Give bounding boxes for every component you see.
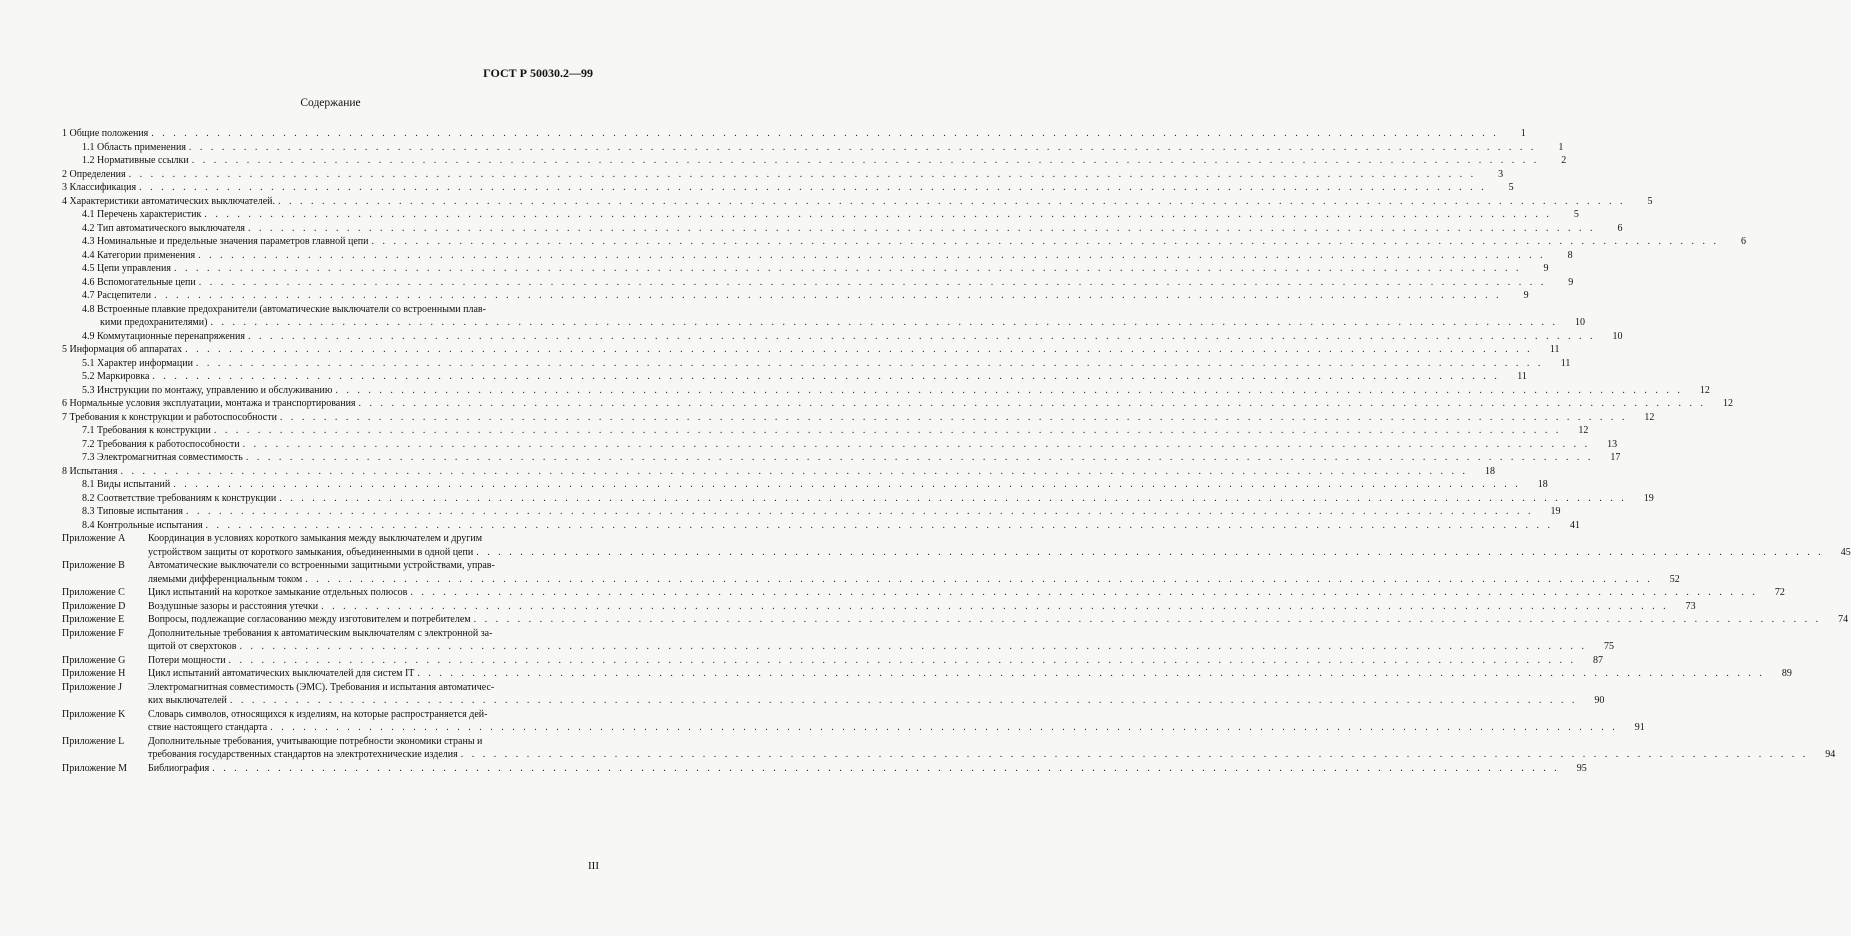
- toc-leader: [214, 424, 1562, 438]
- toc-entry-label: 6 Нормальные условия эксплуатации, монтажа и транспортирования: [62, 398, 356, 409]
- annex-entry[interactable]: [62, 708, 1645, 735]
- annex-id: Приложение J: [62, 681, 123, 693]
- toc-leader: [189, 141, 1537, 155]
- toc-entry[interactable]: [62, 289, 1529, 303]
- toc-entry[interactable]: [62, 127, 1526, 141]
- toc-leader: [278, 195, 1626, 209]
- annex-page: 45: [1840, 546, 1851, 558]
- toc-leader: [248, 222, 1596, 236]
- toc-entry[interactable]: [62, 343, 1560, 357]
- annex-page: 90: [1594, 695, 1605, 706]
- toc-entry-page: 1: [1558, 141, 1564, 153]
- toc-entry-page: 19: [1643, 492, 1654, 504]
- annex-title: [148, 600, 1696, 614]
- toc-entry-label: [82, 303, 1585, 330]
- annex-entry[interactable]: [62, 586, 1785, 600]
- toc-entry-label: 4.6 Вспомогательные цепи: [82, 276, 196, 288]
- toc-entry[interactable]: [62, 222, 1623, 236]
- toc-entry[interactable]: [62, 397, 1734, 411]
- toc-leader: [305, 573, 1653, 587]
- toc-entry-page: 3: [1498, 168, 1504, 180]
- annex-title-text: ких выключателей: [148, 695, 227, 706]
- toc-entry-page: 12: [1644, 411, 1655, 423]
- toc-leader: [199, 276, 1547, 290]
- toc-entry-line-text: кими предохранителями): [100, 317, 208, 328]
- annex-title-text: Цикл испытаний автоматических выключателей для систем IT: [148, 668, 415, 679]
- annex-id: Приложение C: [62, 587, 125, 598]
- toc-leader: [243, 438, 1591, 452]
- toc-leader: [359, 397, 1707, 411]
- toc-entry[interactable]: [62, 424, 1589, 438]
- toc-entry-label: 4.4 Категории применения: [82, 249, 196, 261]
- toc-leader: [151, 127, 1499, 141]
- annex-title-line: [148, 559, 1680, 573]
- toc-entry-label: 4.5 Цепи управления: [82, 263, 171, 274]
- toc-leader: [196, 357, 1544, 371]
- toc-entry-label: 2 Определения: [62, 168, 126, 180]
- annex-title: [148, 681, 1604, 708]
- annex-id: Приложение M: [62, 762, 128, 774]
- toc-entry[interactable]: [62, 208, 1579, 222]
- annex-page: 72: [1774, 587, 1785, 598]
- annex-title-line: [148, 532, 1851, 546]
- toc-entry-page: 18: [1484, 465, 1495, 477]
- annex-page: 73: [1685, 600, 1696, 612]
- toc-entry-label: 5.1 Характер информации: [82, 357, 193, 369]
- annex-id: Приложение H: [62, 668, 126, 679]
- toc-leader: [186, 505, 1534, 519]
- annex-title-text: щитой от сверхтоков: [148, 641, 237, 652]
- annex-id: Приложение E: [62, 614, 125, 625]
- toc-entry[interactable]: [62, 168, 1504, 182]
- toc-entry-page: 5: [1508, 182, 1514, 193]
- annex-title-text: устройством защиты от короткого замыкания, объединенными в одной цепи: [148, 546, 474, 558]
- toc-leader: [206, 519, 1554, 533]
- toc-leader: [129, 168, 1477, 182]
- toc-entry-page: 17: [1610, 452, 1621, 463]
- toc-entry-page: 11: [1549, 344, 1560, 355]
- page-number: III: [588, 860, 599, 872]
- toc-entry-page: 11: [1517, 371, 1527, 382]
- toc-leader: [192, 154, 1540, 168]
- toc-entry-label: 7.2 Требования к работоспособности: [82, 438, 240, 450]
- annex-title-line: [148, 573, 1680, 587]
- annex-title: [148, 613, 1848, 627]
- annex-title: [148, 532, 1851, 559]
- annex-title: [148, 667, 1792, 681]
- toc-entry-page: 18: [1537, 479, 1548, 490]
- annex-id: Приложение F: [62, 627, 124, 639]
- toc-entry[interactable]: [62, 451, 1621, 465]
- toc-entry-label: 5.2 Маркировка: [82, 371, 150, 382]
- annex-entry[interactable]: [62, 532, 1851, 559]
- annex-title-line: [148, 708, 1645, 722]
- toc-entry-label: 4.7 Расцепители: [82, 290, 152, 301]
- toc-entry[interactable]: [62, 276, 1574, 290]
- annex-page: 94: [1825, 749, 1836, 760]
- annex-title-line: [148, 721, 1645, 735]
- toc-leader: [321, 600, 1669, 614]
- annex-title-text: Вопросы, подлежащие согласованию между изготовителем и потребителем: [148, 614, 471, 625]
- annex-title-line: [148, 694, 1604, 708]
- annex-id: Приложение A: [62, 533, 126, 544]
- toc-entry[interactable]: [62, 370, 1527, 384]
- annex-page: 74: [1838, 614, 1849, 625]
- toc-leader: [198, 249, 1546, 263]
- toc-entry-label: 7 Требования к конструкции и работоспособности: [62, 411, 277, 423]
- toc-entry-label: 1 Общие положения: [62, 128, 149, 139]
- toc-entry-label: 5.3 Инструкции по монтажу, управлению и обслуживанию: [82, 384, 333, 396]
- toc-leader: [120, 465, 1468, 479]
- toc-entry-page: 12: [1578, 425, 1589, 436]
- standard-header: ГОСТ Р 50030.2—99: [483, 66, 593, 80]
- annex-title-line: [148, 654, 1603, 668]
- toc-entry-label: 4.3 Номинальные и предельные значения параметров главной цепи: [82, 236, 369, 247]
- toc-entry-page: 12: [1699, 384, 1710, 396]
- toc-leader: [476, 546, 1824, 560]
- toc-entry-label: 7.3 Электромагнитная совместимость: [82, 452, 243, 463]
- toc-entry-page: 9: [1523, 290, 1529, 301]
- toc-leader: [139, 181, 1487, 195]
- annex-title: [148, 708, 1645, 735]
- annex-title-line: [148, 600, 1696, 614]
- annex-page: 91: [1634, 722, 1645, 733]
- toc-entry-label: 4 Характеристики автоматических выключателей.: [62, 195, 276, 207]
- annex-entry[interactable]: [62, 600, 1696, 614]
- toc-leader: [461, 748, 1809, 762]
- annex-title-line: [148, 627, 1614, 641]
- annex-title-line: [148, 762, 1587, 776]
- toc-leader: [246, 451, 1594, 465]
- toc-entry[interactable]: [62, 519, 1581, 533]
- annex-title: [148, 654, 1603, 668]
- toc-entry-label: 7.1 Требования к конструкции: [82, 425, 211, 436]
- annex-page: 52: [1669, 573, 1680, 585]
- toc-leader: [474, 613, 1822, 627]
- toc-entry-label: 8.1 Виды испытаний: [82, 479, 171, 490]
- annex-title-text: Электромагнитная совместимость (ЭМС). Требования и испытания автоматичес-: [148, 681, 495, 693]
- toc-leader: [410, 586, 1758, 600]
- toc-leader: [210, 316, 1558, 330]
- toc-entry-page: 6: [1741, 236, 1747, 247]
- toc-entry-label: 1.1 Область применения: [82, 141, 186, 153]
- annex-title-text: Библиография: [148, 762, 210, 774]
- toc-entry[interactable]: [62, 303, 1585, 330]
- toc-entry[interactable]: [62, 505, 1561, 519]
- toc-leader: [212, 762, 1560, 776]
- toc-entry-label: 8.3 Типовые испытания: [82, 506, 184, 517]
- toc-entry[interactable]: [62, 492, 1654, 506]
- toc-entry[interactable]: [62, 357, 1571, 371]
- toc-entry[interactable]: [62, 438, 1618, 452]
- annex-title: [148, 559, 1680, 586]
- toc-entry-line: 4.8 Встроенные плавкие предохранители (автоматические выключатели со встроенными плав-: [82, 303, 486, 315]
- annex-page: 75: [1603, 641, 1614, 652]
- toc-leader: [280, 411, 1628, 425]
- toc-entry-label: 3 Классификация: [62, 182, 137, 193]
- toc-entry[interactable]: [62, 141, 1564, 155]
- toc-leader: [270, 721, 1618, 735]
- annex-title-text: Словарь символов, относящихся к изделиям, на которые распространяется дей-: [148, 708, 488, 720]
- toc-entry-page: 8: [1567, 249, 1573, 261]
- annex-title-text: Автоматические выключатели со встроенными защитными устройствами, управ-: [148, 560, 495, 571]
- toc-leader: [230, 694, 1578, 708]
- toc-entry[interactable]: [62, 195, 1653, 209]
- toc-entry-line: [82, 316, 1585, 330]
- toc-entry-label: 4.1 Перечень характеристик: [82, 209, 202, 220]
- toc-entry[interactable]: [62, 249, 1573, 263]
- annex-title-text: Координация в условиях короткого замыкания между выключателем и другим: [148, 533, 483, 544]
- toc-entry-page: 10: [1612, 330, 1623, 342]
- toc-leader: [372, 235, 1720, 249]
- toc-entry-label: 1.2 Нормативные ссылки: [82, 155, 189, 166]
- annex-title-line: [148, 586, 1785, 600]
- toc-entry[interactable]: [62, 262, 1549, 276]
- toc-entry[interactable]: [62, 330, 1623, 344]
- toc-leader: [279, 492, 1627, 506]
- toc-entry-page: 2: [1561, 155, 1567, 166]
- toc-leader: [204, 208, 1552, 222]
- toc-leader: [248, 330, 1596, 344]
- annex-title-text: Воздушные зазоры и расстояния утечки: [148, 600, 319, 612]
- toc-leader: [229, 654, 1577, 668]
- toc-entry-label: 5 Информация об аппаратах: [62, 344, 183, 355]
- toc-leader: [152, 370, 1500, 384]
- toc-leader: [239, 640, 1587, 654]
- toc-leader: [335, 384, 1683, 398]
- toc-entry-page: 9: [1568, 276, 1574, 288]
- annex-entry[interactable]: [62, 735, 1836, 762]
- toc-entry[interactable]: [62, 154, 1567, 168]
- annex-entry[interactable]: [62, 667, 1792, 681]
- annex-title-line: [148, 613, 1848, 627]
- toc-entry-page: 13: [1607, 438, 1618, 450]
- toc-entry-page: 19: [1550, 506, 1561, 517]
- annex-title-line: [148, 546, 1851, 560]
- toc-entry-page: 5: [1573, 209, 1579, 220]
- annex-title-line: [148, 735, 1835, 749]
- toc-entry-label: 4.2 Тип автоматического выключателя: [82, 222, 246, 234]
- annex-title-line: [148, 667, 1792, 681]
- toc-entry[interactable]: [62, 384, 1710, 398]
- annex-entry[interactable]: [62, 627, 1614, 654]
- annex-title-line: [148, 748, 1835, 762]
- annex-entry[interactable]: [62, 762, 1587, 776]
- annex-title-text: требования государственных стандартов на электротехнические изделия: [148, 749, 458, 760]
- toc-entry-page: 6: [1617, 222, 1623, 234]
- toc-entry-page: 12: [1723, 398, 1734, 409]
- annex-title-text: Потери мощности: [148, 654, 226, 666]
- annex-page: 87: [1593, 654, 1604, 666]
- page-title: Содержание: [300, 97, 361, 109]
- annex-title-text: Дополнительные требования к автоматическим выключателям с электронной за-: [148, 627, 493, 639]
- annex-title-text: Цикл испытаний на короткое замыкание отдельных полюсов: [148, 587, 408, 598]
- annex-title-line: [148, 640, 1614, 654]
- annex-entry[interactable]: [62, 613, 1849, 627]
- annex-id: Приложение L: [62, 735, 125, 747]
- annex-title: [148, 586, 1785, 600]
- annex-entry[interactable]: [62, 559, 1680, 586]
- toc-entry-label: 8.2 Соответствие требованиям к конструкции: [82, 492, 277, 504]
- annex-id: Приложение B: [62, 560, 125, 571]
- annex-id: Приложение K: [62, 708, 126, 720]
- toc-entry-page: 9: [1543, 263, 1549, 274]
- annex-entry[interactable]: [62, 654, 1604, 668]
- toc-entry-label: 8 Испытания: [62, 465, 118, 477]
- toc-leader: [154, 289, 1502, 303]
- table-of-contents: [62, 127, 1851, 775]
- annex-entry[interactable]: [62, 681, 1605, 708]
- toc-entry-page: 41: [1570, 519, 1581, 531]
- annex-title: [148, 735, 1835, 762]
- toc-entry[interactable]: [62, 235, 1747, 249]
- toc-entry[interactable]: [62, 478, 1548, 492]
- toc-entry[interactable]: [62, 411, 1655, 425]
- toc-leader: [417, 667, 1765, 681]
- toc-entry-label: 4.9 Коммутационные перенапряжения: [82, 330, 245, 342]
- annex-title-text: Дополнительные требования, учитывающие потребности экономики страны и: [148, 735, 483, 747]
- annex-page: 95: [1576, 762, 1587, 774]
- annex-title-text: ствие настоящего стандарта: [148, 722, 268, 733]
- annex-page: 89: [1781, 668, 1792, 679]
- toc-entry-page: 10: [1574, 317, 1585, 328]
- annex-title: [148, 627, 1614, 654]
- toc-leader: [185, 343, 1533, 357]
- toc-leader: [173, 478, 1521, 492]
- annex-title-line: [148, 681, 1604, 695]
- toc-entry[interactable]: [62, 181, 1514, 195]
- annex-id: Приложение G: [62, 654, 126, 666]
- toc-entry-page: 1: [1520, 128, 1526, 139]
- toc-entry[interactable]: [62, 465, 1495, 479]
- annex-title-text: ляемыми дифференциальным током: [148, 573, 303, 585]
- toc-leader: [174, 262, 1522, 276]
- annex-id: Приложение D: [62, 600, 126, 612]
- toc-entry-page: 5: [1647, 195, 1653, 207]
- toc-entry-page: 11: [1560, 357, 1571, 369]
- toc-entry-label: 8.4 Контрольные испытания: [82, 519, 203, 531]
- annex-title: [148, 762, 1587, 776]
